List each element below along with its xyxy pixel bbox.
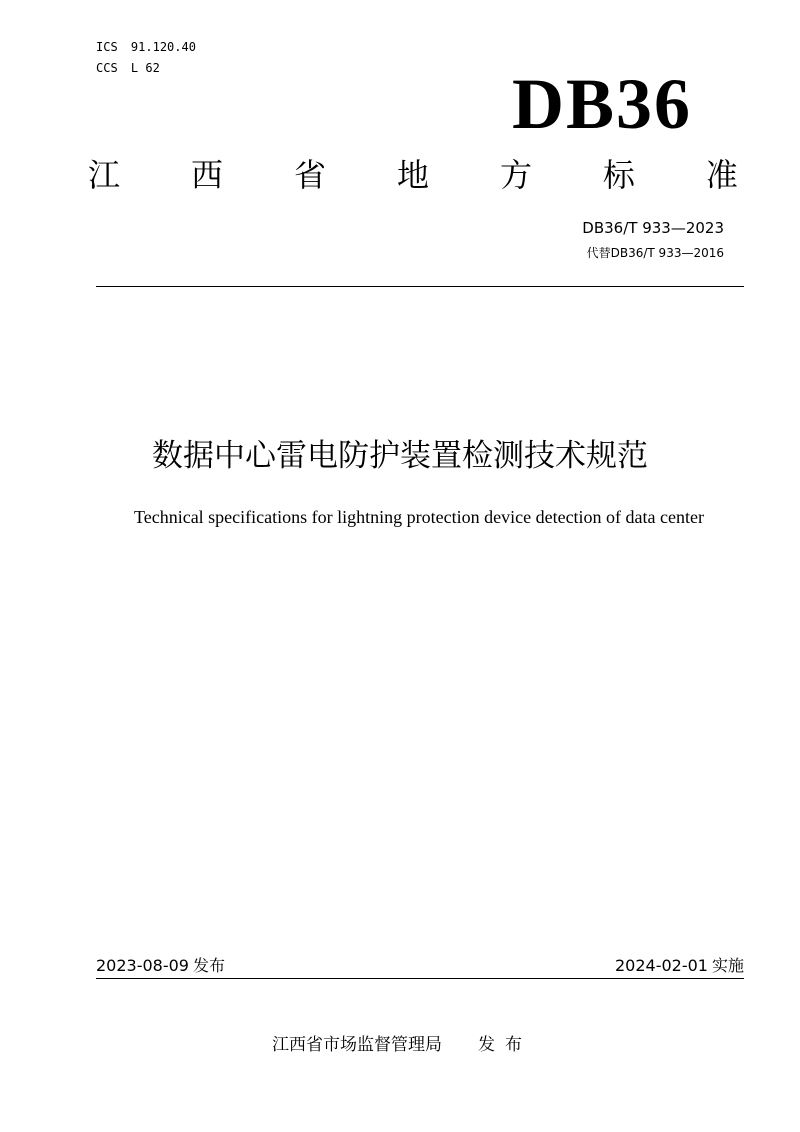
- publisher-line: [272, 1033, 532, 1057]
- ics-classification: [96, 40, 196, 54]
- issue-date-line: [96, 955, 225, 977]
- province-title-char: 江: [88, 156, 121, 194]
- implement-label: 实施: [711, 956, 744, 975]
- ics-code: 91.120.40: [130, 40, 196, 54]
- footer-divider: [96, 978, 744, 979]
- document-title-english: Technical specifications for lightning protection device detection of data center: [133, 507, 704, 527]
- province-title-char: 地: [396, 156, 429, 194]
- ccs-classification: [96, 61, 160, 75]
- publisher-name: 江西省市场监督管理局: [272, 1035, 442, 1055]
- standard-code-large: DB36: [511, 64, 692, 144]
- province-title-char: 方: [499, 156, 532, 194]
- document-title-chinese: 数据中心雷电防护装置检测技术规范: [152, 438, 648, 474]
- ccs-code: L 62: [130, 61, 160, 75]
- standard-number: DB36/T 933—2023: [582, 219, 724, 237]
- province-title-char: 准: [705, 156, 738, 194]
- province-title-char: 西: [190, 156, 223, 194]
- province-standard-title: [88, 155, 738, 195]
- ccs-label: CCS: [96, 61, 118, 75]
- ics-label: ICS: [96, 40, 118, 54]
- publisher-action: 发布: [478, 1035, 532, 1055]
- implement-date: 2024-02-01: [615, 956, 708, 975]
- province-title-char: 标: [602, 156, 635, 194]
- replaced-standard: 代替DB36/T 933—2016: [586, 246, 724, 260]
- province-title-char: 省: [293, 156, 326, 194]
- header-divider: [96, 286, 744, 287]
- issue-label: 发布: [192, 956, 225, 975]
- implement-date-line: [615, 955, 744, 977]
- issue-date: 2023-08-09: [96, 956, 189, 975]
